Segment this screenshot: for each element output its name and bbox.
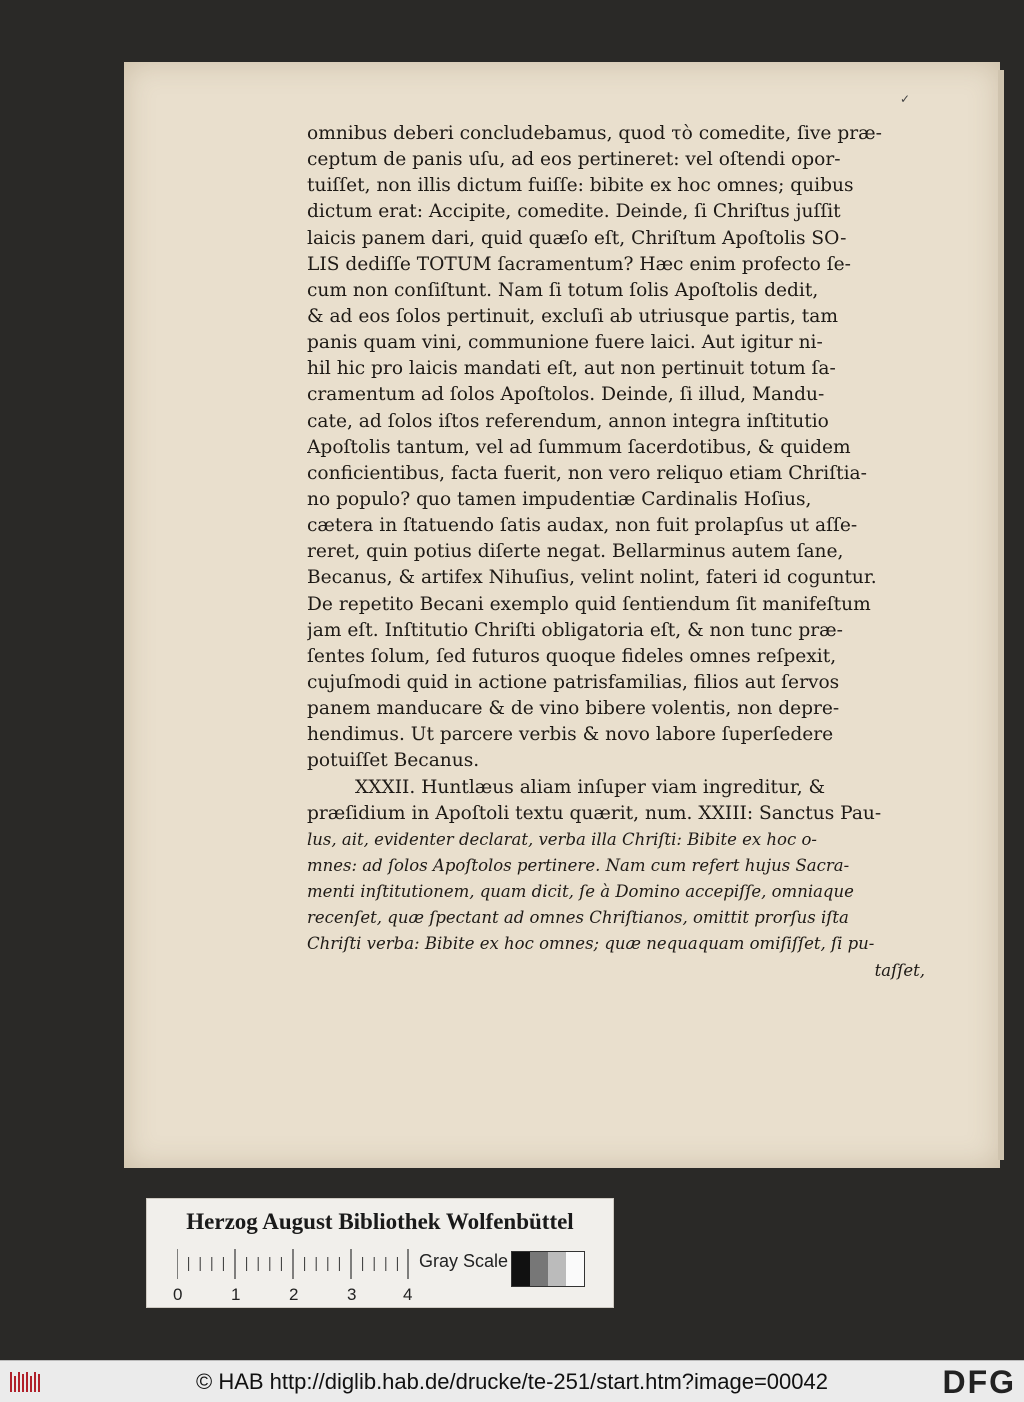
text-line: lus, ait, evidenter declarat, verba illa Chriſti: Bibite ex hoc o- — [307, 829, 817, 849]
text-line: tuiſſet, non illis dictum fuiſſe: bibite ex hoc omnes; quibus — [307, 175, 854, 197]
text-line: cum non conſiſtunt. Nam ſi totum ſolis Apoſtolis dedit, — [307, 279, 819, 301]
gray-scale-label: Gray Scale — [419, 1251, 509, 1271]
color-calibration-bar — [146, 1198, 614, 1308]
text-line: reret, quin potius diſerte negat. Bellarminus autem ſane, — [307, 541, 844, 563]
catchword: taſſet, — [874, 960, 925, 980]
ruler-scale — [177, 1249, 409, 1283]
text-line: hendimus. Ut parcere verbis & novo labore ſuperſedere — [307, 724, 834, 746]
text-line: recenſet, quæ ſpectant ad omnes Chriſtianos, omittit prorſus iſta — [307, 908, 849, 928]
text-line: cætera in ſtatuendo ſatis audax, non fuit prolapſus ut aſſe- — [307, 515, 858, 537]
swatch-gray — [530, 1252, 548, 1286]
text-line: præſidium in Apoſtoli textu quærit, num. XXIII: Sanctus Pau- — [307, 802, 882, 824]
swatch-light-gray — [548, 1252, 566, 1286]
text-line: dictum erat: Accipite, comedite. Deinde, ſi Chriſtus juſſit — [307, 201, 841, 223]
section-heading-line: XXXII. Huntlæus aliam inſuper viam ingreditur, & — [355, 776, 826, 798]
text-line: Chriſti verba: Bibite ex hoc omnes; quæ nequaquam omiſiſſet, ſi pu- — [307, 934, 875, 954]
text-line: omnibus deberi concludebamus, quod τὸ comedite, ſive præ- — [307, 123, 882, 144]
citation-link[interactable]: © HAB http://diglib.hab.de/drucke/te-251/start.htm?image=00042 — [196, 1369, 828, 1394]
ruler-number: 4 — [403, 1285, 413, 1304]
page-edge — [998, 70, 1004, 1160]
text-line: conficientibus, facta fuerit, non vero reliquo etiam Chriſtia- — [307, 462, 867, 484]
text-line: hil hic pro laicis mandati eſt, aut non pertinuit totum ſa- — [307, 358, 836, 380]
ruler-number: 0 — [173, 1285, 183, 1304]
text-line: Becanus, & artifex Nihuſius, velint nolint, fateri id coguntur. — [307, 567, 877, 589]
text-line: cate, ad ſolos iſtos referendum, annon integra inſtitutio — [307, 410, 829, 432]
institution-name: Herzog August Bibliothek Wolfenbüttel — [186, 1209, 574, 1234]
text-line: panem manducare & de vino bibere volentis, non depre- — [307, 698, 840, 720]
ruler-number: 3 — [347, 1285, 357, 1304]
text-line: ſentes ſolum, ſed futuros quoque fideles omnes reſpexit, — [307, 645, 837, 667]
text-line: Apoſtolis tantum, vel ad ſummum ſacerdotibus, & quidem — [307, 436, 851, 458]
dfg-logo: DFG — [942, 1364, 1016, 1400]
ruler-number: 1 — [231, 1285, 241, 1304]
text-line: jam eſt. Inſtitutio Chriſti obligatoria eſt, & non tunc præ- — [307, 619, 843, 641]
text-line: ceptum de panis uſu, ad eos pertineret: vel oſtendi opor- — [307, 149, 841, 171]
swatch-black — [512, 1252, 530, 1286]
text-line: panis quam vini, communione fuere laici. Aut igitur ni- — [307, 332, 823, 354]
swatch-white — [566, 1252, 584, 1286]
text-line: cramentum ad ſolos Apoſtolos. Deinde, ſi illud, Mandu- — [307, 384, 825, 406]
text-line: De repetito Becani exemplo quid ſentiendum ſit manifeſtum — [307, 593, 871, 615]
footer-bar — [0, 1360, 1024, 1402]
page-text — [307, 121, 925, 984]
ruler-numbers — [173, 1285, 433, 1305]
text-line: mnes: ad ſolos Apoſtolos pertinere. Nam cum refert hujus Sacra- — [307, 855, 850, 875]
text-line: LIS dediſſe TOTUM ſacramentum? Hæc enim profecto ſe- — [307, 253, 851, 275]
text-line: & ad eos ſolos pertinuit, excluſi ab utriusque partis, tam — [307, 305, 838, 327]
ruler-number: 2 — [289, 1285, 299, 1304]
page-corner-mark: ✓ — [900, 92, 911, 106]
text-line: laicis panem dari, quid quæſo eſt, Chriſtum Apoſtolis SO- — [307, 227, 847, 249]
text-line: no populo? quo tamen impudentiæ Cardinalis Hoſius, — [307, 488, 812, 510]
text-line: menti inſtitutionem, quam dicit, ſe à Domino accepiſſe, omniaque — [307, 882, 854, 902]
gray-scale-swatches — [511, 1251, 585, 1287]
text-line: potuiſſet Becanus. — [307, 750, 480, 772]
text-line: cujuſmodi quid in actione patrisfamilias, filios aut ſervos — [307, 671, 840, 693]
